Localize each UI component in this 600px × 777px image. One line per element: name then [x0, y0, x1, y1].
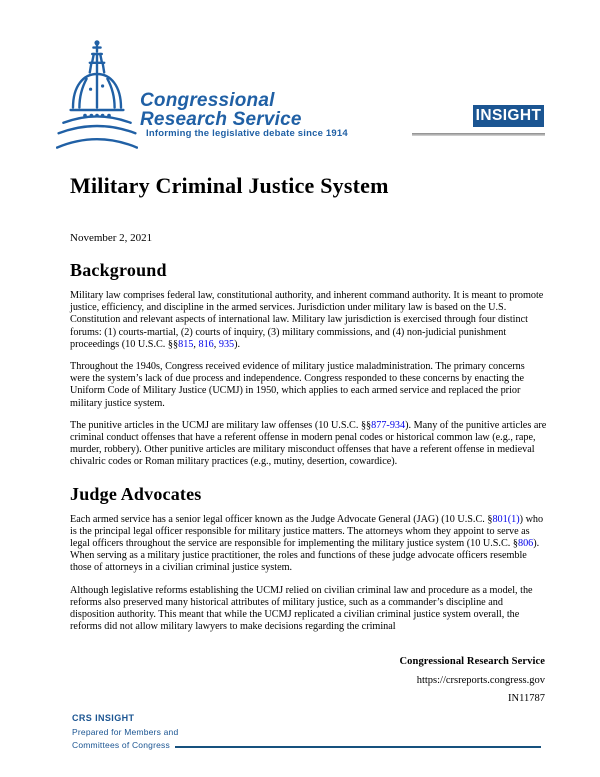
citation-link[interactable]: 806	[517, 538, 534, 550]
logo-name-line2: Research Service	[140, 109, 302, 130]
footer-prepared-row	[72, 740, 541, 750]
insight-badge: INSIGHT	[473, 105, 544, 127]
citation-link[interactable]: 877-934	[371, 419, 406, 431]
logo-tagline: Informing the legislative debate since 1914	[146, 128, 348, 139]
header-divider-rule	[412, 133, 545, 136]
background-paragraph-3: The punitive articles in the UCMJ are military law offenses (10 U.S.C. §§877-934). Many of the punitive articles are criminal conduct offenses that have a referent offense in modern penal codes or historical common law (e.g., rape, murder, robbery). Other punitive articles are military misconduct offenses that have a referent offense in medieval chivalric codes or Roman military practices (e.g., mutiny, desertion, cowardice).	[70, 419, 547, 468]
citation-link[interactable]: 816	[198, 338, 214, 350]
footer-report-url[interactable]: https://crsreports.congress.gov	[416, 674, 545, 686]
section-heading-background: Background	[70, 260, 167, 280]
footer-prepared-line2: Committees of Congress	[72, 740, 170, 750]
citation-link[interactable]: 801(1)	[492, 513, 520, 525]
background-paragraph-2: Throughout the 1940s, Congress received evidence of military justice maladministration. The primary concerns were the system’s lack of due process and independence. Congress responded to these concerns by enacting the Uniform Code of Military Justice (UCMJ) in 1950, which applies to each armed service and replaced the prior military justice system.	[70, 361, 525, 409]
background-paragraph-1: Military law comprises federal law, constitutional authority, and inherent command authority. It is meant to promote justice, efficiency, and discipline in the armed services. Jurisdiction under military law is based on the U.S. Constitution and relevant aspects of international law. Military law jurisdiction is exercised through four distinct forums: (1) courts-martial, (2) courts of inquiry, (3) military commissions, and (4) non-judicial punishment proceedings (10 U.S.C. §§815, 816, 935).	[70, 290, 544, 350]
footer-prepared-line1: Prepared for Members and	[72, 726, 179, 737]
document-body	[70, 260, 547, 643]
footer-product-block	[72, 713, 541, 750]
footer-attribution	[399, 655, 545, 705]
judge-advocates-paragraph-2: Although legislative reforms establishing the UCMJ relied on civilian criminal law and procedure as a model, the reforms also preserved many historical attributes of military justice, such as a commander’s discipline and disposition authority. This meant that while the UCMJ replicated a civilian criminal justice system overall, the reforms did not allow military lawyers to make decisions regarding the criminal	[70, 584, 533, 633]
judge-advocates-paragraph-1: Each armed service has a senior legal officer known as the Judge Advocate General (JAG) (10 U.S.C. §801(1)) who is the principal legal officer responsible for military justice matters. The attorneys whom they appoint to serve as legal officers throughout the service are responsible for implementing the military justice system (10 U.S.C. §806). When serving as a military justice practitioner, the roles and functions of these judge advocate officers resemble those of attorneys in a civilian criminal justice system.	[70, 513, 544, 574]
footer-document-id: IN11787	[508, 693, 545, 704]
footer-divider-rule	[175, 746, 541, 748]
section-heading-judge-advocates: Judge Advocates	[70, 483, 202, 504]
page-title: Military Criminal Justice System	[70, 173, 389, 198]
footer-product-name: CRS INSIGHT	[72, 713, 135, 723]
capitol-dome-icon	[56, 38, 138, 150]
citation-link[interactable]: 935	[218, 338, 235, 350]
citation-link[interactable]: 815	[178, 338, 194, 350]
crs-logo-wordmark	[140, 91, 302, 129]
document-date: November 2, 2021	[70, 232, 153, 244]
logo-name-line1: Congressional	[140, 90, 275, 111]
footer-org-name: Congressional Research Service	[399, 656, 545, 667]
